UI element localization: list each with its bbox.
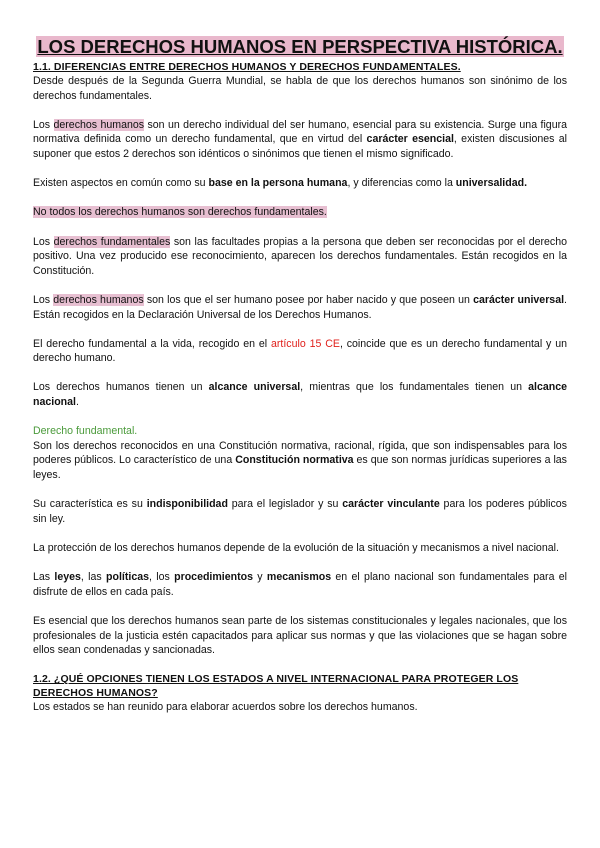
highlight-derechos-humanos-2: derechos humanos [53,293,144,306]
paragraph-2: Los derechos humanos son un derecho individual del ser humano, esencial para su existencia. Surge una figura normativa definida como un derecho fundamental, que en virtud del carácter esencial, existen discusiones al suponer que estos 2 derechos son idénticos o sinónimos que tienen el mismo significado. [33,118,567,160]
subheading-derecho-fundamental: Derecho fundamental. [33,425,138,438]
paragraph-7: El derecho fundamental a la vida, recogido en el artículo 15 CE, coincide que es un derecho fundamental y un derecho humano. [33,337,567,365]
paragraph-11: La protección de los derechos humanos depende de la evolución de la situación y mecanismos a nivel nacional. [33,542,559,554]
paragraph-14: Los estados se han reunido para elaborar acuerdos sobre los derechos humanos. [33,701,418,714]
paragraph-8: Los derechos humanos tienen un alcance universal, mientras que los fundamentales tienen un alcance nacional. [33,381,567,409]
section-heading-1-2: 1.2. ¿QUÉ OPCIONES TIENEN LOS ESTADOS A NIVEL INTERNACIONAL PARA PROTEGER LOS DERECHOS HUMANOS? [33,673,519,700]
highlight-derechos-humanos: derechos humanos [53,118,145,131]
paragraph-4 [33,205,567,220]
paragraph-12: Las leyes, las políticas, los procedimientos y mecanismos en el plano nacional son fundamentales para el disfrute de ellos en cada país. [33,571,568,598]
paragraph-13: Es esencial que los derechos humanos sean parte de los sistemas constitucionales y legales nacionales, que los profesionales de la justicia estén capacitados para aplicar sus normas y que las violaciones que se hagan sobre ellos sean condenadas y sancionadas. [33,614,567,657]
highlight-derechos-fundamentales: derechos fundamentales [53,235,171,248]
page-title: LOS DERECHOS HUMANOS EN PERSPECTIVA HISTÓRICA. [37,36,563,57]
section-heading-1-1: 1.1. DIFERENCIAS ENTRE DERECHOS HUMANOS Y DERECHOS FUNDAMENTALES. [33,61,461,73]
highlight-statement: No todos los derechos humanos son derechos fundamentales. [33,206,327,219]
paragraph-9: Son los derechos reconocidos en una Constitución normativa, racional, rígida, que son indispensables para los poderes públicos. Lo característico de una Constitución normativa es que son normas jurídicas superiores a las leyes. [33,439,567,482]
article-reference: artículo 15 CE [270,337,340,350]
paragraph-3: Existen aspectos en común como su base en la persona humana, y diferencias como la universalidad. [33,177,528,190]
paragraph-1: Desde después de la Segunda Guerra Mundial, se habla de que los derechos humanos son sinónimo de los derechos fundamentales. [33,75,567,102]
paragraph-10: Su característica es su indisponibilidad para el legislador y su carácter vinculante para los poderes públicos sin ley. [33,498,567,525]
paragraph-6: Los derechos humanos son los que el ser humano posee por haber nacido y que poseen un carácter universal. Están recogidos en la Declaración Universal de los Derechos Humanos. [33,293,567,321]
paragraph-5: Los derechos fundamentales son las facultades propias a la persona que deben ser reconocidas por el derecho positivo. Una vez producido ese reconocimiento, aparecen los derechos fundamentales. Están recogidos en la Constitución. [33,235,567,277]
